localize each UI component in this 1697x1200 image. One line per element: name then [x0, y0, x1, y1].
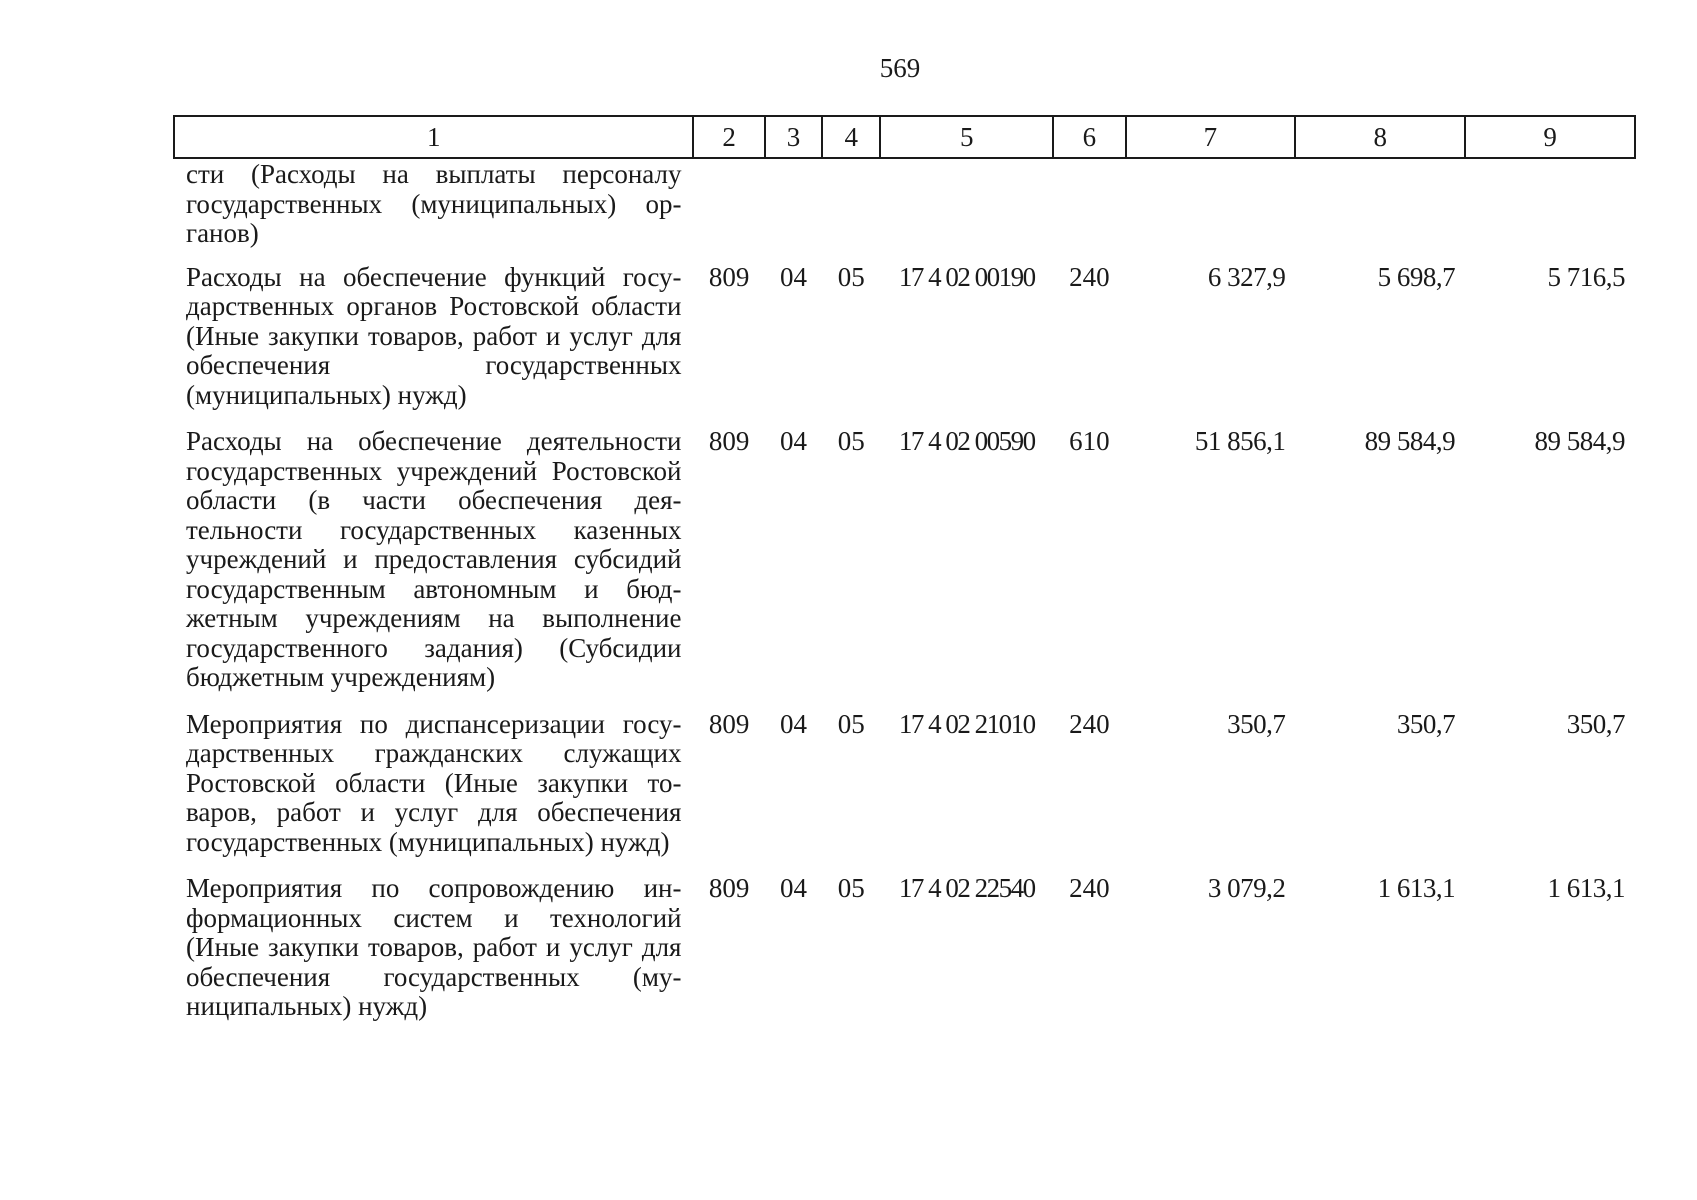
- table-row: [174, 707, 1635, 872]
- table-header-row: [174, 116, 1635, 158]
- amount-col8-cell: 350,7: [1396, 708, 1456, 739]
- table-row: [174, 158, 1635, 260]
- column-header-6: 6: [1053, 116, 1125, 158]
- target-article-cell: 17 4 02 00590: [898, 426, 1035, 456]
- column-header-1: 1: [174, 116, 693, 158]
- amount-col9-cell: 5 716,5: [1547, 261, 1625, 292]
- section-cell: 04: [779, 708, 807, 739]
- subsection-cell: 05: [837, 261, 865, 292]
- expense-name-cell: сти (Расходы на выплаты персоналу государственных (муниципальных) органов): [186, 159, 682, 248]
- column-header-5: 5: [880, 116, 1053, 158]
- column-header-8: 8: [1295, 116, 1465, 158]
- amount-col7-cell: 6 327,9: [1207, 261, 1286, 292]
- subsection-cell: 05: [837, 426, 865, 456]
- target-article-cell: 17 4 02 21010: [898, 708, 1035, 739]
- expense-type-cell: 610: [1069, 426, 1110, 456]
- amount-col8-cell: [1295, 158, 1465, 260]
- amount-col8-cell: 1 613,1: [1377, 873, 1456, 903]
- budget-table: [173, 115, 1636, 1036]
- section-cell: 04: [779, 426, 807, 456]
- grbs-cell: 809: [708, 426, 750, 456]
- column-header-9: 9: [1465, 116, 1635, 158]
- section-cell: [765, 158, 822, 260]
- expense-type-cell: 240: [1069, 873, 1110, 903]
- amount-col7-cell: 3 079,2: [1207, 873, 1286, 903]
- section-cell: 04: [779, 261, 807, 292]
- subsection-cell: 05: [837, 708, 865, 739]
- column-header-2: 2: [693, 116, 764, 158]
- amount-col9-cell: [1465, 158, 1635, 260]
- amount-col7-cell: 350,7: [1227, 708, 1286, 739]
- amount-col7-cell: [1126, 158, 1296, 260]
- expense-type-cell: 240: [1069, 261, 1110, 292]
- grbs-cell: 809: [708, 708, 750, 739]
- table-row: [174, 260, 1635, 425]
- amount-col9-cell: 89 584,9: [1534, 426, 1625, 456]
- grbs-cell: 809: [708, 873, 750, 903]
- amount-col7-cell: 51 856,1: [1194, 426, 1286, 456]
- expense-name-cell: Мероприятия по сопровождению информационных систем и технологий (Иные закупки товаров, работ и услуг для обеспечения государственных (муниципальных) нужд): [186, 873, 682, 1021]
- grbs-cell: 809: [708, 261, 750, 292]
- section-cell: 04: [779, 873, 807, 903]
- amount-col9-cell: 350,7: [1566, 708, 1625, 739]
- amount-col9-cell: 1 613,1: [1547, 873, 1625, 903]
- expense-name-cell: Мероприятия по диспансеризации государственных гражданских служащих Ростовской области (Иные закупки товаров, работ и услуг для обеспечения государственных (муниципальных) нужд): [186, 708, 682, 857]
- amount-col8-cell: 5 698,7: [1377, 261, 1456, 292]
- target-article-cell: [880, 158, 1053, 260]
- expense-type-cell: [1053, 158, 1125, 260]
- column-header-4: 4: [822, 116, 880, 158]
- expense-name-cell: Расходы на обеспечение функций государственных органов Ростовской области (Иные закупки товаров, работ и услуг для обеспечения государственных (муниципальных) нужд): [186, 261, 682, 410]
- amount-col8-cell: 89 584,9: [1364, 426, 1456, 456]
- expense-type-cell: 240: [1069, 708, 1110, 739]
- expense-name-cell: Расходы на обеспечение деятельности государственных учреждений Ростовской области (в части обеспечения деятельности государственных казенных учреждений и предоставления субсидий государственным автономным и бюджетным учреждениям на выполнение государственного задания) (Субсидии бюджетным учреждениям): [186, 426, 682, 692]
- table-row: [174, 871, 1635, 1036]
- column-header-3: 3: [765, 116, 822, 158]
- table-row: [174, 424, 1635, 707]
- column-header-7: 7: [1126, 116, 1296, 158]
- target-article-cell: 17 4 02 22540: [898, 873, 1035, 903]
- grbs-cell: [693, 158, 764, 260]
- target-article-cell: 17 4 02 00190: [898, 261, 1035, 292]
- subsection-cell: [822, 158, 880, 260]
- subsection-cell: 05: [837, 873, 865, 903]
- page-number: 569: [879, 53, 921, 83]
